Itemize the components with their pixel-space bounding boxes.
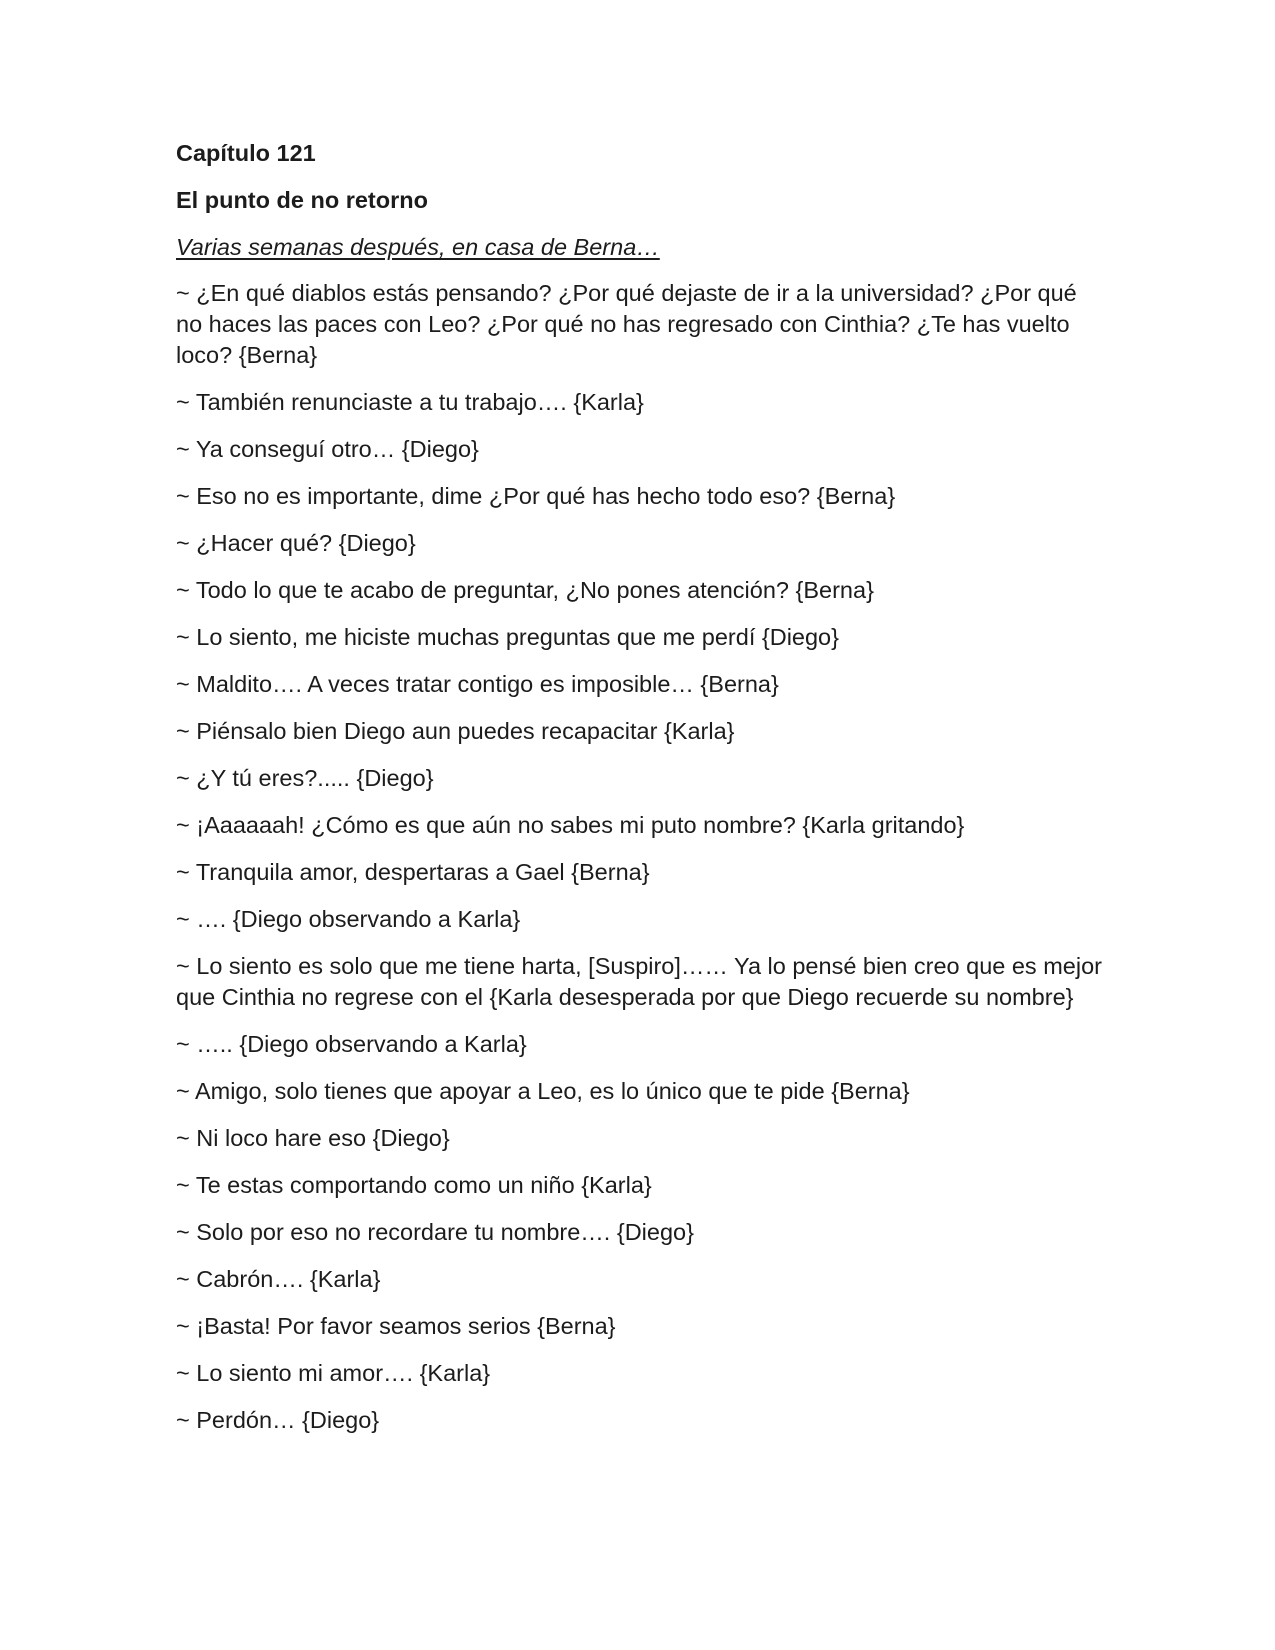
dialogue-line: ~ Ni loco hare eso {Diego} xyxy=(176,1125,450,1151)
dialogue-line: ~ Maldito…. A veces tratar contigo es imposible… {Berna} xyxy=(176,671,779,697)
dialogue-line: ~ Tranquila amor, despertaras a Gael {Berna} xyxy=(176,859,650,885)
dialogue-line: ~ Lo siento, me hiciste muchas preguntas que me perdí {Diego} xyxy=(176,624,839,650)
dialogue-line: ~ Piénsalo bien Diego aun puedes recapacitar {Karla} xyxy=(176,718,735,744)
dialogue-line: ~ ¿En qué diablos estás pensando? ¿Por qué dejaste de ir a la universidad? ¿Por qué no haces las paces con Leo? ¿Por qué no has regresado con Cinthia? ¿Te has vuelto loco? {Berna} xyxy=(176,280,1077,368)
dialogue-line: ~ También renunciaste a tu trabajo…. {Karla} xyxy=(176,389,644,415)
dialogue-line: ~ ¡Basta! Por favor seamos serios {Berna} xyxy=(176,1313,616,1339)
dialogue-line: ~ ….. {Diego observando a Karla} xyxy=(176,1031,527,1057)
dialogue-line: ~ Cabrón…. {Karla} xyxy=(176,1266,381,1292)
dialogue-line: ~ ¡Aaaaaah! ¿Cómo es que aún no sabes mi puto nombre? {Karla gritando} xyxy=(176,812,965,838)
dialogue-line: ~ …. {Diego observando a Karla} xyxy=(176,906,521,932)
dialogue-line: ~ Te estas comportando como un niño {Karla} xyxy=(176,1172,652,1198)
chapter-number: Capítulo 121 xyxy=(176,140,316,166)
dialogue-line: ~ Amigo, solo tienes que apoyar a Leo, es lo único que te pide {Berna} xyxy=(176,1078,910,1104)
dialogue-line: ~ Lo siento mi amor…. {Karla} xyxy=(176,1360,491,1386)
document-page xyxy=(176,138,1106,1452)
chapter-title: El punto de no retorno xyxy=(176,187,428,213)
dialogue-line: ~ Todo lo que te acabo de preguntar, ¿No pones atención? {Berna} xyxy=(176,577,874,603)
dialogue-list xyxy=(176,278,1106,1436)
dialogue-line: ~ Lo siento es solo que me tiene harta, [Suspiro]…… Ya lo pensé bien creo que es mejor que Cinthia no regrese con el {Karla desesperada por que Diego recuerde su nombre} xyxy=(176,953,1102,1010)
dialogue-line: ~ Eso no es importante, dime ¿Por qué has hecho todo eso? {Berna} xyxy=(176,483,896,509)
dialogue-line: ~ Solo por eso no recordare tu nombre…. {Diego} xyxy=(176,1219,694,1245)
dialogue-line: ~ ¿Y tú eres?..... {Diego} xyxy=(176,765,434,791)
dialogue-line: ~ Ya conseguí otro… {Diego} xyxy=(176,436,479,462)
scene-note: Varias semanas después, en casa de Berna… xyxy=(176,234,660,260)
dialogue-line: ~ ¿Hacer qué? {Diego} xyxy=(176,530,416,556)
dialogue-line: ~ Perdón… {Diego} xyxy=(176,1407,380,1433)
